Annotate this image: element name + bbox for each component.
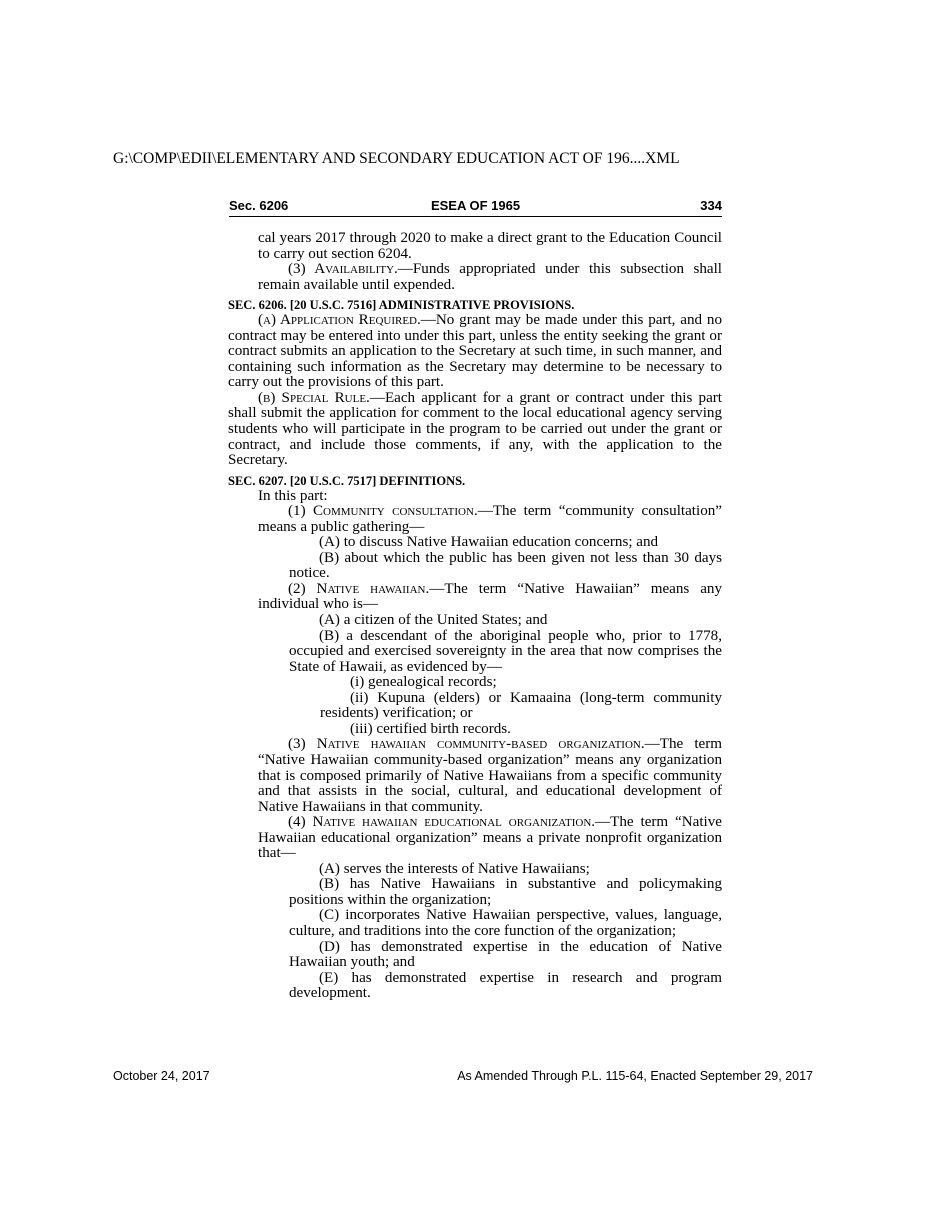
clause: (iii) certified birth records. [350,720,511,737]
subparagraph: (E) has demonstrated expertise in research and program development. [289,969,722,1002]
subparagraph: (A) a citizen of the United States; and [319,612,548,629]
section-label: Sec. 6206 [229,198,289,213]
definition-text: —The term “community consultation” means a public gathering— [258,503,722,535]
definition-heading: (1) Community consultation. [288,503,478,520]
definition-text: —The term “Native Hawaiian” means any individual who is— [258,580,723,613]
footer-date: October 24, 2017 [113,1069,210,1083]
paragraph: In this part: [258,487,328,504]
paragraph-text: —Each applicant for a grant or contract under this part shall submit the application for comment to the local educational agency serving students who will participate in the program to be carried out under the grant or contract, and include those comments, if any, with the application to the Secretary. [228,389,723,469]
definition [228,737,722,815]
subparagraph: (A) serves the interests of Native Hawaiians; [319,860,590,877]
paragraph-text: —No grant may be made under this part, and no contract may be entered into under this part, unless the entity seeking the grant or contract submits an application to the Secretary at such time, in such manner, and containing such information as the Secretary may determine to be necessary to carry out the provisions of this part. [228,312,723,391]
paragraph-text: —Funds appropriated under this subsection shall remain available until expended. [258,261,722,293]
paragraph-heading: (a) Application Required. [258,312,421,329]
definition-text: —The term “Native Hawaiian community-based organization” means any organization that is composed primarily of Native Hawaiians from a specific community and that assists in the social, cultural, and educational development of Native Hawaiians in that community. [258,736,722,815]
definition-heading: (3) Native hawaiian community-based organization. [288,736,645,753]
definition-text: —The term “Native Hawaiian educational organization” means a private nonprofit organization that— [258,814,722,862]
clause: (i) genealogical records; [350,674,497,691]
paragraph [228,391,722,469]
page-number: 334 [700,198,722,213]
paragraph [228,313,722,391]
file-path: G:\COMP\EDII\ELEMENTARY AND SECONDARY EDUCATION ACT OF 196....XML [113,150,680,167]
act-title: ESEA OF 1965 [430,198,521,213]
definition-heading: (4) Native hawaiian educational organization. [288,814,596,831]
subparagraph: (A) to discuss Native Hawaiian education concerns; and [319,534,659,551]
section-heading: SEC. 6207. [20 U.S.C. 7517] DEFINITIONS. [228,473,466,488]
document-body [228,231,722,1002]
paragraph: cal years 2017 through 2020 to make a direct grant to the Education Council to carry out section 6204. [258,230,722,262]
definition-heading: (2) Native hawaiian. [288,580,430,597]
paragraph-heading: (b) Special Rule. [258,389,370,406]
subparagraph: (B) has Native Hawaiians in substantive and policymaking positions within the organization; [289,876,722,908]
subparagraph: (B) about which the public has been given not less than 30 days notice. [289,549,722,582]
subparagraph: (D) has demonstrated expertise in the education of Native Hawaiian youth; and [289,938,722,971]
definition [228,504,722,535]
subparagraph: (B) a descendant of the aboriginal people who, prior to 1778, occupied and exercised sovereignty in the area that now comprises the State of Hawaii, as evidenced by— [289,627,722,675]
footer-amended: As Amended Through P.L. 115-64, Enacted September 29, 2017 [457,1069,813,1083]
section-heading: SEC. 6206. [20 U.S.C. 7516] ADMINISTRATIVE PROVISIONS. [228,298,575,313]
definition [228,815,722,862]
clause: (ii) Kupuna (elders) or Kamaaina (long-term community residents) verification; or [320,689,722,722]
paragraph [228,262,722,293]
subparagraph: (C) incorporates Native Hawaiian perspective, values, language, culture, and traditions into the core function of the organization; [289,907,722,939]
paragraph-heading: (3) Availability. [288,261,398,278]
definition [228,582,722,613]
running-header [229,196,722,217]
